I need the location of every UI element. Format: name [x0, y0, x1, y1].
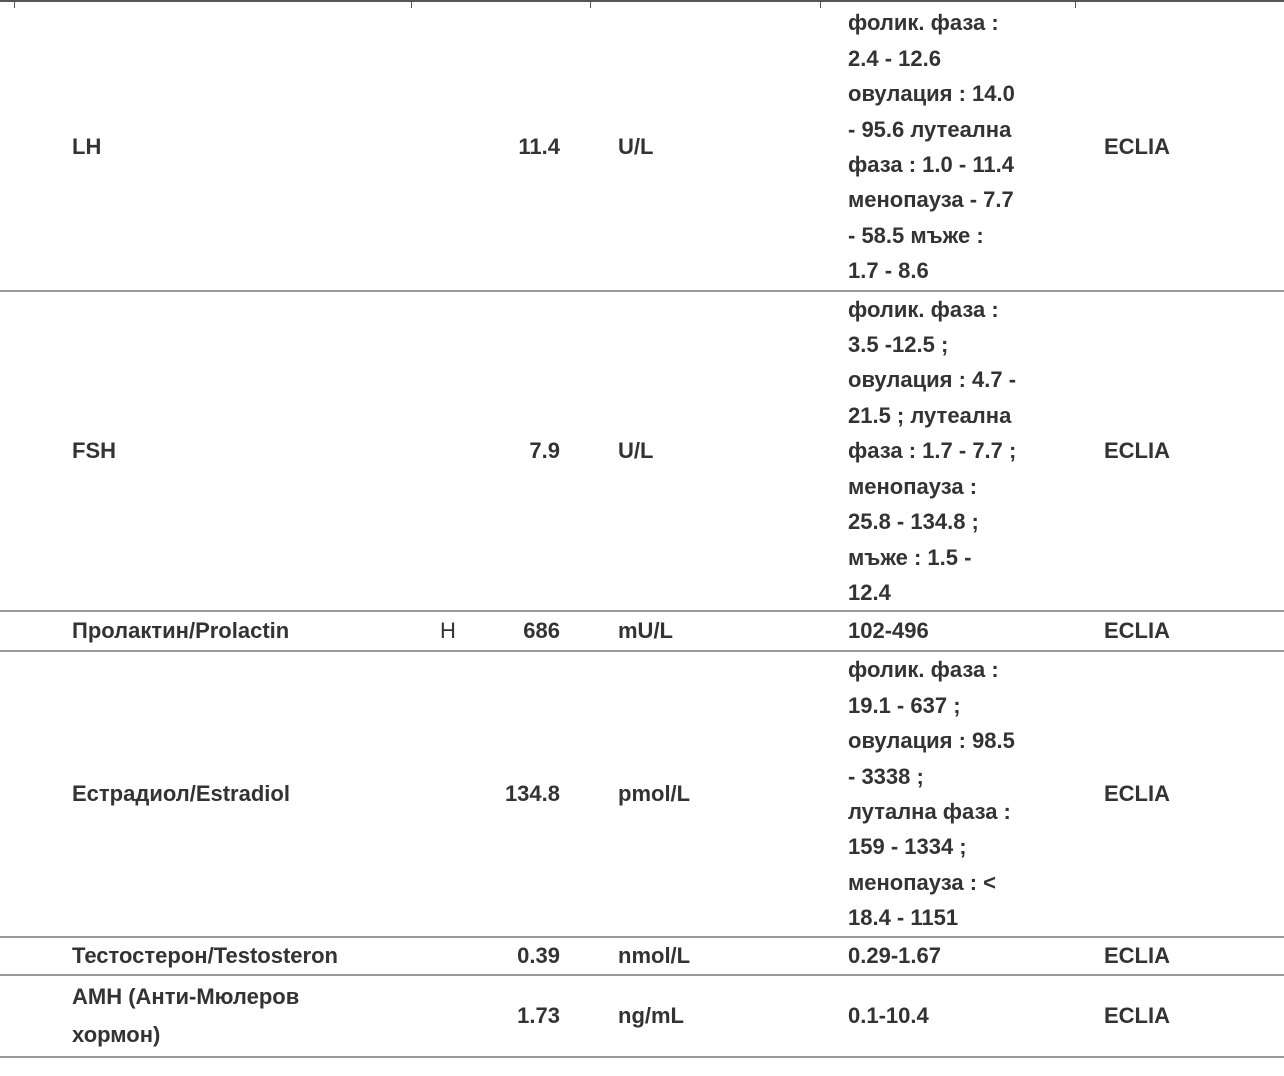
test-name: Естрадиол/Estradiol	[72, 781, 290, 806]
result-value: 1.73	[517, 1003, 560, 1028]
reference-range: фолик. фаза : 19.1 - 637 ; овулация : 98.5 - 3338 ; лутална фаза : 159 - 1334 ; менопауза : < 18.4 - 1151	[848, 657, 1015, 931]
table-row	[0, 4, 1284, 292]
unit: nmol/L	[618, 943, 691, 968]
unit: ng/mL	[618, 1003, 684, 1028]
flag: H	[440, 618, 456, 643]
result-value: 134.8	[504, 781, 560, 806]
unit: U/L	[618, 134, 654, 159]
method: ECLIA	[1104, 781, 1170, 806]
table-row	[0, 292, 1284, 612]
table-row	[0, 612, 1284, 652]
test-name: FSH	[72, 438, 116, 463]
reference-range: 0.29-1.67	[848, 943, 941, 969]
method: ECLIA	[1104, 943, 1170, 968]
method: ECLIA	[1104, 1003, 1170, 1028]
unit: mU/L	[618, 618, 673, 643]
result-value: 686	[523, 618, 560, 643]
method: ECLIA	[1104, 618, 1170, 643]
reference-range: фолик. фаза : 2.4 - 12.6 овулация : 14.0 - 95.6 лутеална фаза : 1.0 - 11.4 менопауза - 7.7 - 58.5 мъже : 1.7 - 8.6	[848, 10, 1015, 284]
table-row	[0, 976, 1284, 1058]
method: ECLIA	[1104, 134, 1170, 159]
test-name: AMH (Анти-Мюлеров хормон)	[72, 984, 300, 1047]
table-row	[0, 938, 1284, 976]
reference-range: 0.1-10.4	[848, 1003, 929, 1029]
reference-range: 102-496	[848, 618, 929, 644]
test-name: Пролактин/Prolactin	[72, 618, 290, 643]
result-value: 7.9	[529, 438, 560, 463]
method: ECLIA	[1104, 438, 1170, 463]
table-top-border	[0, 0, 1284, 2]
unit: pmol/L	[618, 781, 691, 806]
unit: U/L	[618, 438, 654, 463]
test-name: LH	[72, 134, 102, 159]
table-row	[0, 652, 1284, 938]
result-value: 11.4	[518, 134, 560, 159]
reference-range: фолик. фаза : 3.5 -12.5 ; овулация : 4.7 - 21.5 ; лутеална фаза : 1.7 - 7.7 ; менопауза : 25.8 - 134.8 ; мъже : 1.5 - 12.4	[848, 296, 1017, 605]
result-value: 0.39	[517, 943, 560, 968]
test-name: Тестостерон/Testosteron	[72, 943, 338, 968]
